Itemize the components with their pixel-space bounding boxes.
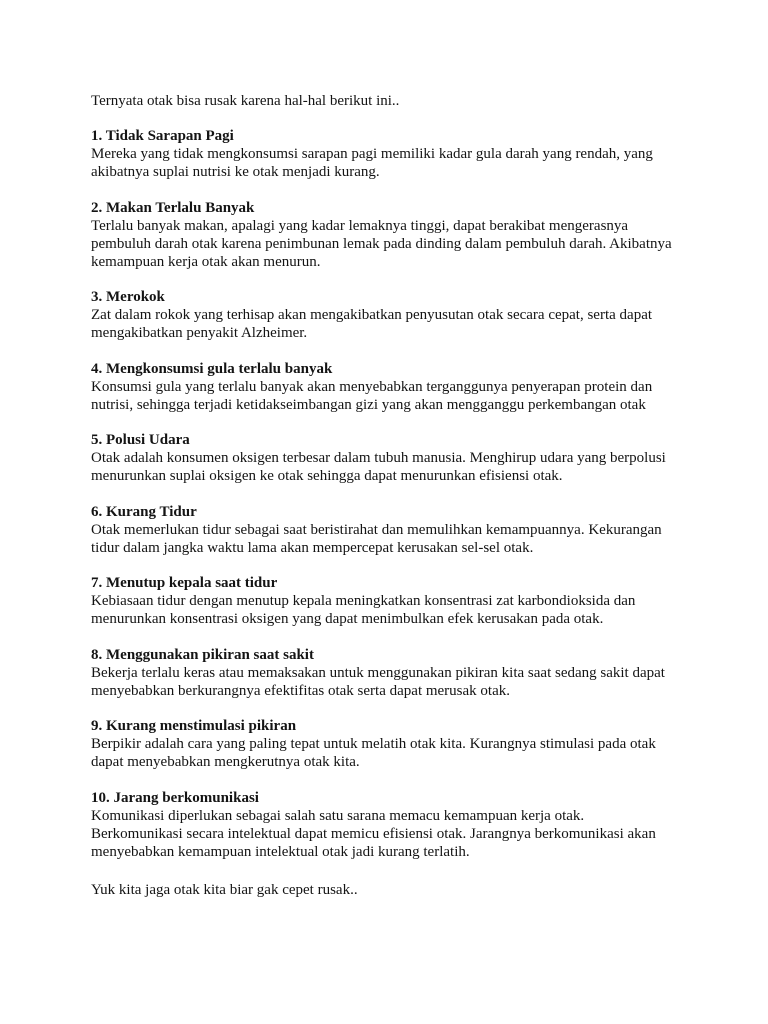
sections-list xyxy=(91,127,731,878)
section xyxy=(91,717,731,771)
section-line: Mereka yang tidak mengkonsumsi sarapan pagi memiliki kadar gula darah yang rendah, yang xyxy=(91,146,653,162)
intro-text: Ternyata otak bisa rusak karena hal-hal berikut ini.. xyxy=(91,93,400,109)
section-line: Zat dalam rokok yang terhisap akan mengakibatkan penyusutan otak secara cepat, serta dapat xyxy=(91,307,653,323)
section-title: 3. Merokok xyxy=(91,289,165,305)
section-line: pembuluh darah otak karena penimbunan lemak pada dinding dalam pembuluh darah. Akibatnya xyxy=(91,235,672,252)
section-line: Bekerja terlalu keras atau memaksakan untuk menggunakan pikiran kita saat sedang sakit dapat xyxy=(91,664,665,681)
section-line: nutrisi, sehingga terjadi ketidakseimbangan gizi yang akan mengganggu perkembangan otak xyxy=(91,396,646,413)
section xyxy=(91,431,731,485)
section-title: 10. Jarang berkomunikasi xyxy=(91,789,259,806)
section xyxy=(91,360,731,414)
section xyxy=(91,127,731,181)
section xyxy=(91,503,731,557)
section-title: 4. Mengkonsumsi gula terlalu banyak xyxy=(91,360,333,377)
section-title: 2. Makan Terlalu Banyak xyxy=(91,199,255,216)
section xyxy=(91,199,731,271)
section-line: Konsumsi gula yang terlalu banyak akan menyebabkan terganggunya penyerapan protein dan xyxy=(91,378,653,395)
section-line: Komunikasi diperlukan sebagai salah satu sarana memacu kemampuan kerja otak. xyxy=(91,807,585,824)
section-line: menyebabkan berkurangnya efektifitas otak serta dapat merusak otak. xyxy=(91,682,510,699)
section-line: Berkomunikasi secara intelektual dapat memicu efisiensi otak. Jarangnya berkomunikasi akan xyxy=(91,825,656,842)
section-line: kemampuan kerja otak akan menurun. xyxy=(91,253,321,270)
section-title: 8. Menggunakan pikiran saat sakit xyxy=(91,646,314,663)
section-title: 1. Tidak Sarapan Pagi xyxy=(91,128,234,144)
section-line: Terlalu banyak makan, apalagi yang kadar lemaknya tinggi, dapat berakibat mengerasnya xyxy=(91,217,629,234)
section-line: akibatnya suplai nutrisi ke otak menjadi kurang. xyxy=(91,164,380,180)
section-line: Otak adalah konsumen oksigen terbesar dalam tubuh manusia. Menghirup udara yang berpolusi xyxy=(91,450,666,466)
section-line: mengakibatkan penyakit Alzheimer. xyxy=(91,325,308,341)
section-line: menurunkan suplai oksigen ke otak sehingga dapat menurunkan efisiensi otak. xyxy=(91,468,563,484)
section xyxy=(91,646,731,700)
section-title: 9. Kurang menstimulasi pikiran xyxy=(91,718,297,734)
section-line: Berpikir adalah cara yang paling tepat untuk melatih otak kita. Kurangnya stimulasi pada otak xyxy=(91,736,656,752)
section-title: 7. Menutup kepala saat tidur xyxy=(91,575,278,591)
section xyxy=(91,789,731,861)
section-line: menyebabkan kemampuan intelektual otak jadi kurang terlatih. xyxy=(91,843,470,860)
section-title: 6. Kurang Tidur xyxy=(91,503,197,520)
section-line: Kebiasaan tidur dengan menutup kepala meningkatkan konsentrasi zat karbondioksida dan xyxy=(91,593,636,609)
section-title: 5. Polusi Udara xyxy=(91,432,190,448)
closing-text: Yuk kita jaga otak kita biar gak cepet rusak.. xyxy=(91,882,358,898)
section-line: tidur dalam jangka waktu lama akan mempercepat kerusakan sel-sel otak. xyxy=(91,539,534,556)
section-line: dapat menyebabkan mengkerutnya otak kita. xyxy=(91,754,360,770)
section xyxy=(91,574,731,628)
section-line: menurunkan konsentrasi oksigen yang dapat menimbulkan efek kerusakan pada otak. xyxy=(91,611,604,627)
section xyxy=(91,288,731,342)
section-line: Otak memerlukan tidur sebagai saat beristirahat dan memulihkan kemampuannya. Kekurangan xyxy=(91,521,662,538)
